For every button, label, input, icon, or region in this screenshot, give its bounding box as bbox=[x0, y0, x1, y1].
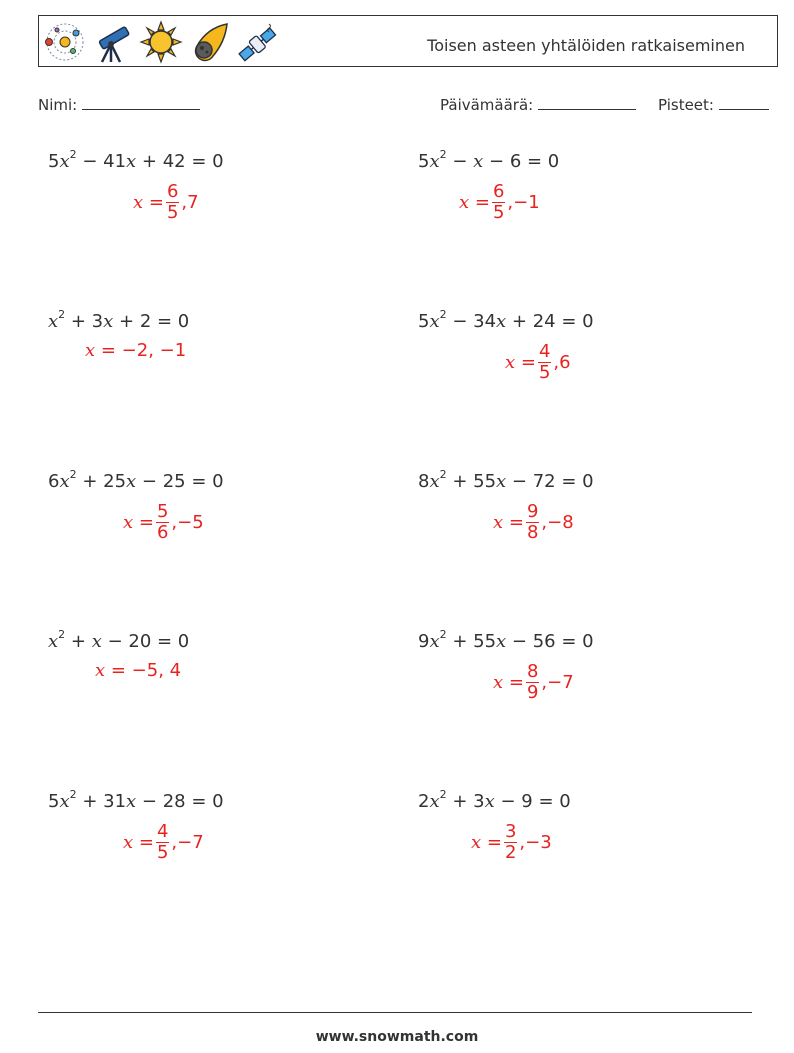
date-blank bbox=[538, 95, 636, 110]
variable-x: x bbox=[95, 660, 106, 681]
exponent: 2 bbox=[439, 308, 447, 321]
denominator: 5 bbox=[538, 362, 551, 383]
exponent: 2 bbox=[439, 628, 447, 641]
equation bbox=[48, 150, 224, 172]
variable-x: x bbox=[123, 832, 134, 853]
denominator: 9 bbox=[526, 682, 539, 703]
equation-tail: + 42 = 0 bbox=[136, 151, 224, 172]
numerator: 4 bbox=[538, 341, 551, 362]
equation bbox=[48, 470, 224, 492]
denominator: 5 bbox=[166, 202, 179, 223]
date-field bbox=[440, 95, 636, 114]
equation-coef: 5 bbox=[418, 311, 430, 332]
answer-prefix: x = bbox=[493, 512, 524, 533]
answer-rest: ,6 bbox=[553, 352, 571, 373]
exponent: 2 bbox=[69, 468, 77, 481]
answer-prefix: x = bbox=[493, 672, 524, 693]
worksheet-header bbox=[38, 15, 778, 67]
variable-x: x bbox=[103, 311, 114, 332]
equation-middle: − 41 bbox=[76, 151, 127, 172]
equation-tail: − 6 = 0 bbox=[483, 151, 560, 172]
name-field bbox=[38, 95, 200, 114]
answer bbox=[493, 502, 574, 543]
fraction bbox=[156, 822, 169, 863]
variable-x: x bbox=[429, 151, 440, 172]
score-blank bbox=[719, 95, 769, 110]
equation-tail: + 2 = 0 bbox=[113, 311, 190, 332]
equation-coef: 5 bbox=[48, 151, 60, 172]
answer-rest: ,−7 bbox=[541, 672, 574, 693]
worksheet-title: Toisen asteen yhtälöiden ratkaiseminen bbox=[427, 36, 745, 55]
denominator: 6 bbox=[156, 522, 169, 543]
equation-middle: + 55 bbox=[446, 471, 497, 492]
variable-x: x bbox=[473, 151, 484, 172]
equation-middle: + 31 bbox=[76, 791, 127, 812]
variable-x: x bbox=[496, 631, 507, 652]
equation bbox=[48, 790, 224, 812]
equation-tail: − 9 = 0 bbox=[494, 791, 571, 812]
equation-coef: 6 bbox=[48, 471, 60, 492]
answer bbox=[493, 662, 574, 703]
fraction bbox=[166, 182, 179, 223]
equation-middle: + 3 bbox=[446, 791, 485, 812]
exponent: 2 bbox=[58, 628, 66, 641]
answer-rest: ,−7 bbox=[171, 832, 204, 853]
equation-tail: + 24 = 0 bbox=[506, 311, 594, 332]
variable-x: x bbox=[59, 791, 70, 812]
denominator: 5 bbox=[156, 842, 169, 863]
footer-divider bbox=[38, 1012, 752, 1013]
numerator: 5 bbox=[156, 501, 169, 522]
equation-coef: 5 bbox=[48, 791, 60, 812]
comet-icon bbox=[187, 20, 231, 64]
name-label: Nimi: bbox=[38, 96, 78, 114]
denominator: 5 bbox=[492, 202, 505, 223]
variable-x: x bbox=[459, 192, 470, 213]
fraction bbox=[526, 662, 539, 703]
equation-tail: − 72 = 0 bbox=[506, 471, 594, 492]
answer-text: x = −2, −1 bbox=[85, 340, 187, 361]
score-field bbox=[658, 95, 769, 114]
variable-x: x bbox=[48, 631, 59, 652]
answer-prefix: x = bbox=[123, 832, 154, 853]
fraction bbox=[526, 502, 539, 543]
equation-tail: − 25 = 0 bbox=[136, 471, 224, 492]
exponent: 2 bbox=[439, 788, 447, 801]
satellite-icon bbox=[235, 20, 279, 64]
answer bbox=[459, 182, 540, 223]
fraction bbox=[538, 342, 551, 383]
equation bbox=[418, 470, 594, 492]
variable-x: x bbox=[429, 631, 440, 652]
variable-x: x bbox=[496, 471, 507, 492]
answer-prefix: x = bbox=[505, 352, 536, 373]
denominator: 2 bbox=[504, 842, 517, 863]
equation-middle: + 55 bbox=[446, 631, 497, 652]
equation-tail: − 56 = 0 bbox=[506, 631, 594, 652]
equation-middle: − 34 bbox=[446, 311, 497, 332]
equation-middle: + 3 bbox=[65, 311, 104, 332]
answer bbox=[95, 660, 181, 681]
telescope-icon bbox=[91, 20, 135, 64]
numerator: 9 bbox=[526, 501, 539, 522]
variable-x: x bbox=[126, 151, 137, 172]
answer bbox=[85, 340, 186, 361]
answer-rest: ,7 bbox=[181, 192, 199, 213]
variable-x: x bbox=[505, 352, 516, 373]
equation-middle: − bbox=[446, 151, 474, 172]
answer-rest: ,−5 bbox=[171, 512, 204, 533]
variable-x: x bbox=[91, 631, 102, 652]
variable-x: x bbox=[496, 311, 507, 332]
answer bbox=[133, 182, 199, 223]
fraction bbox=[504, 822, 517, 863]
name-blank bbox=[82, 95, 200, 110]
numerator: 8 bbox=[526, 661, 539, 682]
variable-x: x bbox=[471, 832, 482, 853]
answer-prefix: x = bbox=[459, 192, 490, 213]
variable-x: x bbox=[484, 791, 495, 812]
equation-coef: 5 bbox=[418, 151, 430, 172]
variable-x: x bbox=[429, 791, 440, 812]
fraction bbox=[156, 502, 169, 543]
numerator: 4 bbox=[156, 821, 169, 842]
equation-middle: + 25 bbox=[76, 471, 127, 492]
numerator: 6 bbox=[492, 181, 505, 202]
equation-middle: + bbox=[65, 631, 92, 652]
equation-coef: 2 bbox=[418, 791, 430, 812]
variable-x: x bbox=[123, 512, 134, 533]
variable-x: x bbox=[59, 471, 70, 492]
equation bbox=[418, 310, 594, 332]
header-icons bbox=[43, 20, 279, 64]
variable-x: x bbox=[493, 512, 504, 533]
answer-prefix: x = bbox=[123, 512, 154, 533]
solar-system-icon bbox=[43, 20, 87, 64]
numerator: 3 bbox=[504, 821, 517, 842]
footer-url: www.snowmath.com bbox=[315, 1029, 479, 1045]
equation-coef: 9 bbox=[418, 631, 430, 652]
equation-tail: − 28 = 0 bbox=[136, 791, 224, 812]
exponent: 2 bbox=[69, 788, 77, 801]
variable-x: x bbox=[493, 672, 504, 693]
variable-x: x bbox=[126, 791, 137, 812]
variable-x: x bbox=[133, 192, 144, 213]
answer-rest: ,−1 bbox=[507, 192, 540, 213]
answer bbox=[123, 502, 204, 543]
exponent: 2 bbox=[58, 308, 66, 321]
answer-prefix: x = bbox=[471, 832, 502, 853]
variable-x: x bbox=[59, 151, 70, 172]
fraction bbox=[492, 182, 505, 223]
variable-x: x bbox=[126, 471, 137, 492]
answer-rest: ,−3 bbox=[519, 832, 552, 853]
equation-tail: − 20 = 0 bbox=[101, 631, 190, 652]
denominator: 8 bbox=[526, 522, 539, 543]
answer-rest: ,−8 bbox=[541, 512, 574, 533]
answer bbox=[123, 822, 204, 863]
variable-x: x bbox=[429, 311, 440, 332]
equation bbox=[418, 790, 571, 812]
answer-text: x = −5, 4 bbox=[95, 660, 182, 681]
exponent: 2 bbox=[439, 468, 447, 481]
answer bbox=[505, 342, 571, 383]
score-label: Pisteet: bbox=[658, 96, 714, 114]
equation bbox=[48, 310, 189, 332]
answer bbox=[471, 822, 552, 863]
equation bbox=[48, 630, 189, 652]
exponent: 2 bbox=[439, 148, 447, 161]
date-label: Päivämäärä: bbox=[440, 96, 534, 114]
equation-coef: 8 bbox=[418, 471, 430, 492]
variable-x: x bbox=[85, 340, 96, 361]
equation bbox=[418, 150, 559, 172]
numerator: 6 bbox=[166, 181, 179, 202]
exponent: 2 bbox=[69, 148, 77, 161]
equation bbox=[418, 630, 594, 652]
sun-icon bbox=[139, 20, 183, 64]
variable-x: x bbox=[429, 471, 440, 492]
variable-x: x bbox=[48, 311, 59, 332]
answer-prefix: x = bbox=[133, 192, 164, 213]
